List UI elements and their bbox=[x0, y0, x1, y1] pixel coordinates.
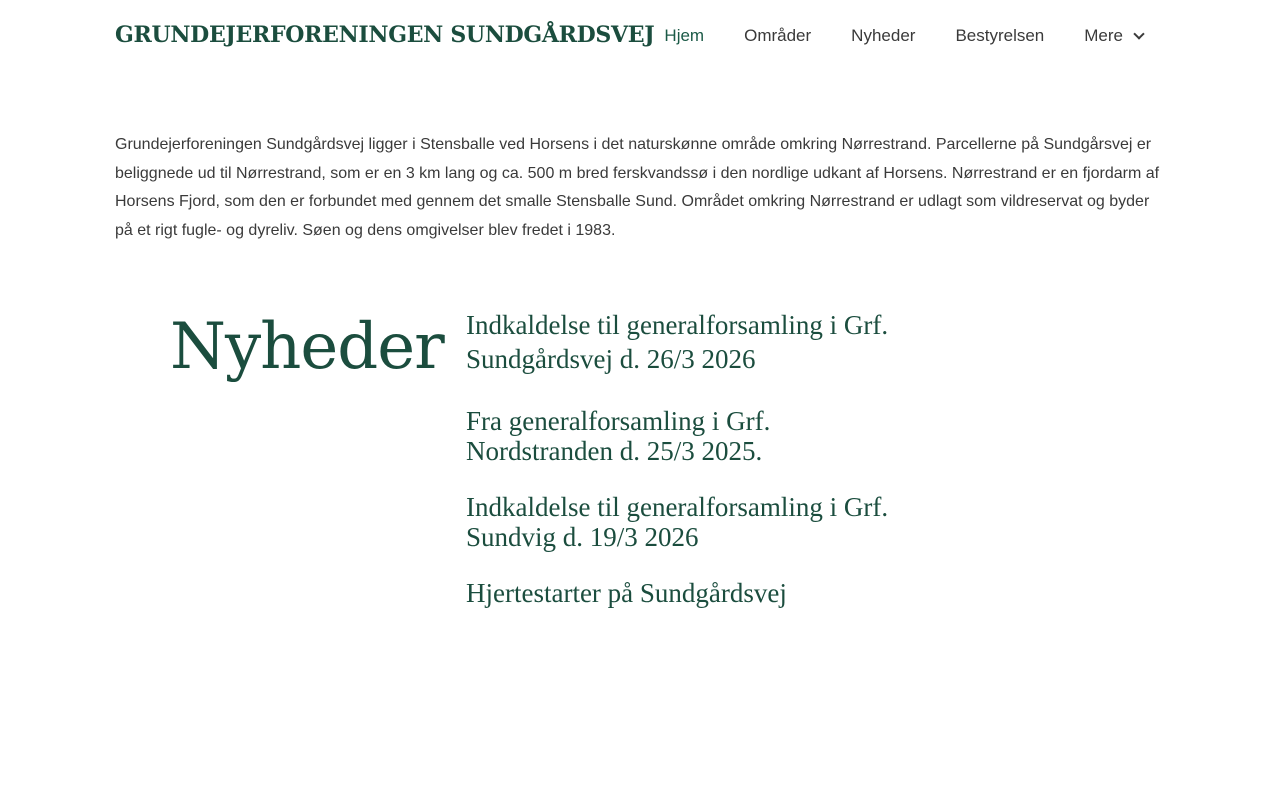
nav-item-mere-label: Mere bbox=[1084, 26, 1123, 45]
list-item bbox=[466, 308, 906, 376]
news-link[interactable]: Indkaldelse til generalforsamling i Grf. Sundgårdsvej d. 26/3 2026 bbox=[466, 310, 889, 374]
intro-paragraph: Grundejerforeningen Sundgårdsvej ligger i Stensballe ved Horsens i det naturskønne område omkring Nørrestrand. Parcellerne på Sundgårsvej er beliggnede ud til Nørrestrand, som er en 3 km lang og ca. 500 m bred ferskvandssø i den nordlige udkant af Horsens. Nørrestrand er en fjordarm af Horsens Fjord, som den er forbundet med gennem det smalle Stensballe Sund. Området omkring Nørrestrand er udlagt som vildreservat og byder på et rigt fugle- og dyreliv. Søen og dens omgivelser blev fredet i 1983. bbox=[115, 136, 1160, 239]
news-section-heading: Nyheder bbox=[170, 310, 444, 384]
nav-item-bestyrelsen[interactable]: Bestyrelsen bbox=[955, 26, 1045, 45]
chevron-down-icon bbox=[1133, 28, 1144, 39]
nav-item-hjem[interactable]: Hjem bbox=[664, 26, 705, 45]
list-item bbox=[466, 492, 906, 552]
list-item bbox=[466, 578, 906, 608]
nav-item-nyheder[interactable]: Nyheder bbox=[851, 26, 916, 45]
site-title-link[interactable]: GRUNDEJERFORENINGEN SUNDGÅRDSVEJ bbox=[115, 22, 655, 48]
site-header bbox=[0, 0, 1280, 74]
nav-item-omraader[interactable]: Områder bbox=[744, 26, 812, 45]
news-link[interactable]: Fra generalforsamling i Grf. Nordstranden d. 25/3 2025. bbox=[466, 406, 771, 466]
news-list bbox=[466, 308, 906, 608]
news-link[interactable]: Hjertestarter på Sundgårdsvej bbox=[466, 578, 787, 608]
nav-item-mere[interactable] bbox=[1084, 26, 1143, 46]
news-link[interactable]: Indkaldelse til generalforsamling i Grf. Sundvig d. 19/3 2026 bbox=[466, 492, 889, 552]
list-item bbox=[466, 406, 906, 466]
main-nav bbox=[624, 26, 1143, 46]
